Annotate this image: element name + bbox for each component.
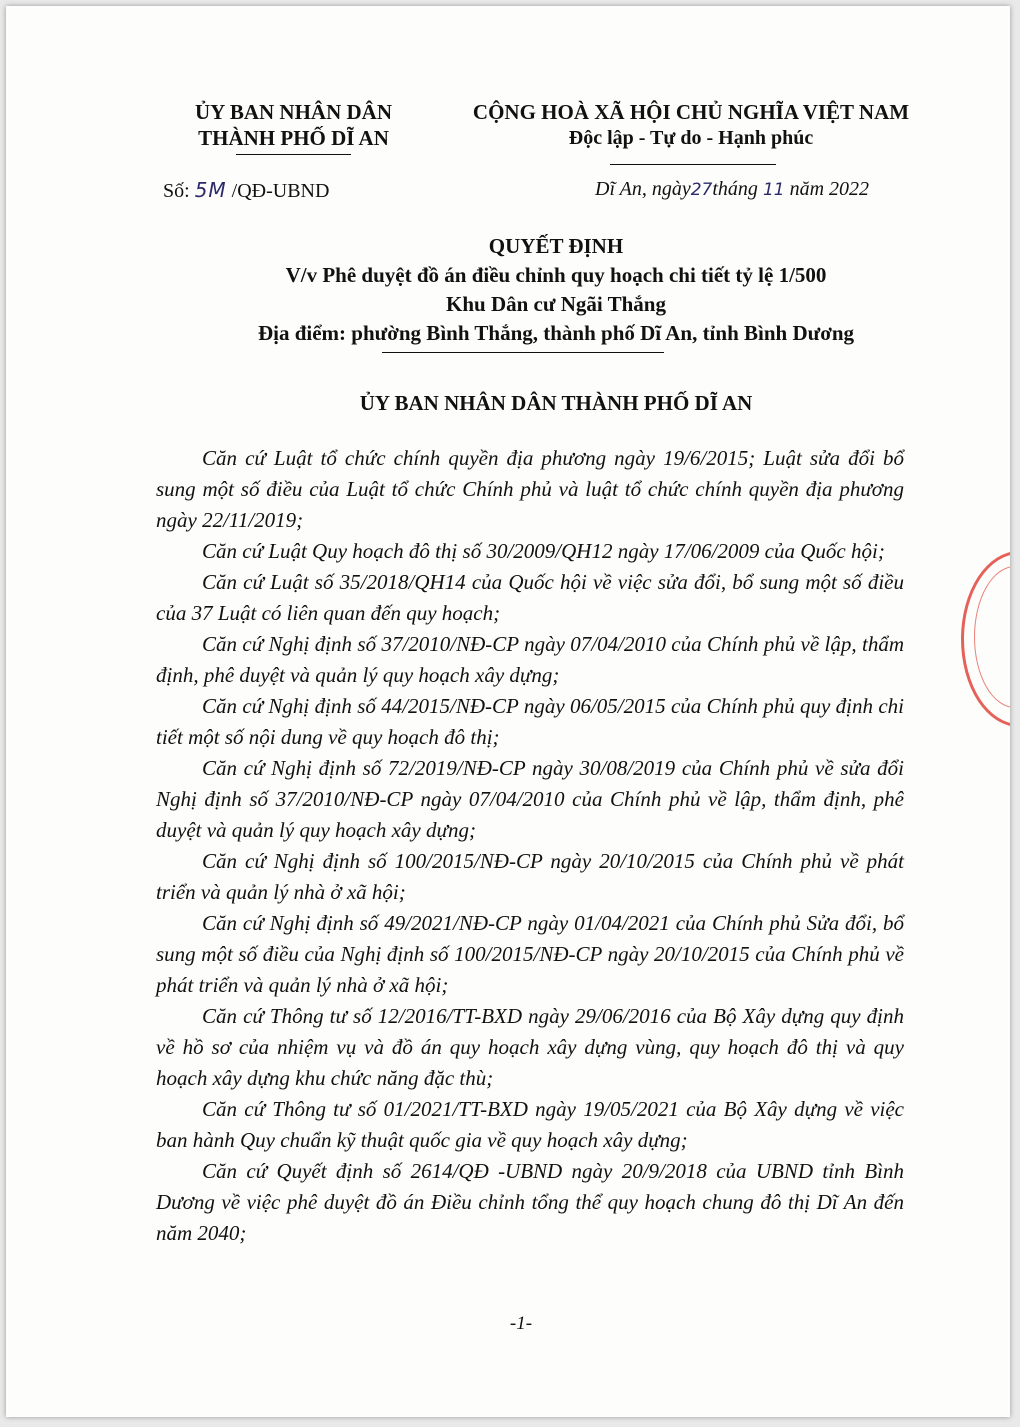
document-number: [163, 178, 329, 203]
basis-paragraph: Căn cứ Luật số 35/2018/QH14 của Quốc hội về việc sửa đổi, bổ sung một số điều của 37 Luật có liên quan đến quy hoạch;: [156, 570, 904, 625]
red-seal-stamp: [961, 551, 1010, 727]
title-line-2: V/v Phê duyệt đồ án điều chỉnh quy hoạch chi tiết tỷ lệ 1/500: [285, 263, 827, 287]
basis-paragraph: Căn cứ Nghị định số 44/2015/NĐ-CP ngày 06/05/2015 của Chính phủ quy định chi tiết một số nội dung về quy hoạch đô thị;: [156, 694, 904, 749]
authority-heading: ỦY BAN NHÂN DÂN THÀNH PHỐ DĨ AN: [359, 391, 753, 415]
number-suffix: /QĐ-UBND: [231, 180, 330, 202]
basis-paragraph: Căn cứ Luật tổ chức chính quyền địa phương ngày 19/6/2015; Luật sửa đổi bổ sung một số điều của Luật tổ chức Chính phủ và luật tổ chức chính quyền địa phương ngày 22/11/2019;: [156, 446, 904, 532]
month-label: tháng: [712, 178, 758, 200]
date-prefix: Dĩ An, ngày: [595, 178, 691, 200]
basis-paragraph: Căn cứ Nghị định số 37/2010/NĐ-CP ngày 07/04/2010 của Chính phủ về lập, thẩm định, phê duyệt và quản lý quy hoạch xây dựng;: [156, 632, 904, 687]
national-header: [436, 99, 946, 151]
title-line-4: Địa điểm: phường Bình Thắng, thành phố Dĩ An, tỉnh Bình Dương: [257, 321, 855, 345]
page-number: -1-: [509, 1313, 533, 1334]
agency-line-2: THÀNH PHỐ DĨ AN: [198, 126, 389, 150]
legal-basis: [156, 443, 904, 1249]
issuing-agency: [156, 99, 431, 151]
motto-underline: [610, 164, 776, 165]
basis-paragraph: Căn cứ Thông tư số 12/2016/TT-BXD ngày 29/06/2016 của Bộ Xây dựng quy định về hồ sơ của nhiệm vụ và đồ án quy hoạch xây dựng vùng, quy hoạch đô thị và quy hoạch xây dựng khu chức năng đặc thù;: [156, 1004, 904, 1090]
title-rule: [382, 352, 664, 353]
agency-line-1: ỦY BAN NHÂN DÂN: [195, 100, 392, 124]
handwritten-month: 11: [762, 180, 785, 200]
year-text: năm 2022: [789, 178, 870, 200]
document-page: [6, 6, 1010, 1417]
basis-paragraph: Căn cứ Nghị định số 72/2019/NĐ-CP ngày 30/08/2019 của Chính phủ về sửa đổi Nghị định số 37/2010/NĐ-CP ngày 07/04/2010 của Chính phủ về lập, thẩm định, phê duyệt và quản lý quy hoạch xây dựng;: [156, 756, 904, 842]
title-line-3: Khu Dân cư Ngãi Thắng: [446, 292, 666, 316]
country-name: CỘNG HOÀ XÃ HỘI CHỦ NGHĨA VIỆT NAM: [472, 100, 910, 124]
national-motto: Độc lập - Tự do - Hạnh phúc: [568, 127, 814, 149]
handwritten-number: 5M: [194, 178, 227, 202]
title-line-1: QUYẾT ĐỊNH: [488, 234, 624, 258]
number-label: Số:: [163, 180, 190, 202]
agency-underline: [236, 154, 351, 155]
basis-paragraph: Căn cứ Thông tư số 01/2021/TT-BXD ngày 19/05/2021 của Bộ Xây dựng về việc ban hành Quy chuẩn kỹ thuật quốc gia về quy hoạch xây dựng;: [156, 1097, 904, 1152]
decision-title: [156, 232, 956, 348]
basis-paragraph: Căn cứ Nghị định số 100/2015/NĐ-CP ngày 20/10/2015 của Chính phủ về phát triển và quản lý nhà ở xã hội;: [156, 849, 904, 904]
issue-date: [595, 178, 869, 201]
basis-paragraph: Căn cứ Nghị định số 49/2021/NĐ-CP ngày 01/04/2021 của Chính phủ Sửa đổi, bổ sung một số điều của Nghị định số 100/2015/NĐ-CP ngày 20/10/2015 của Chính phủ về phát triển và quản lý nhà ở xã hội;: [156, 911, 904, 997]
basis-paragraph: Căn cứ Luật Quy hoạch đô thị số 30/2009/QH12 ngày 17/06/2009 của Quốc hội;: [202, 539, 885, 563]
handwritten-day: 27: [690, 180, 713, 200]
basis-paragraph: Căn cứ Quyết định số 2614/QĐ -UBND ngày 20/9/2018 của UBND tỉnh Bình Dương về việc phê duyệt đồ án Điều chỉnh tổng thể quy hoạch chung đô thị Dĩ An đến năm 2040;: [156, 1159, 904, 1245]
